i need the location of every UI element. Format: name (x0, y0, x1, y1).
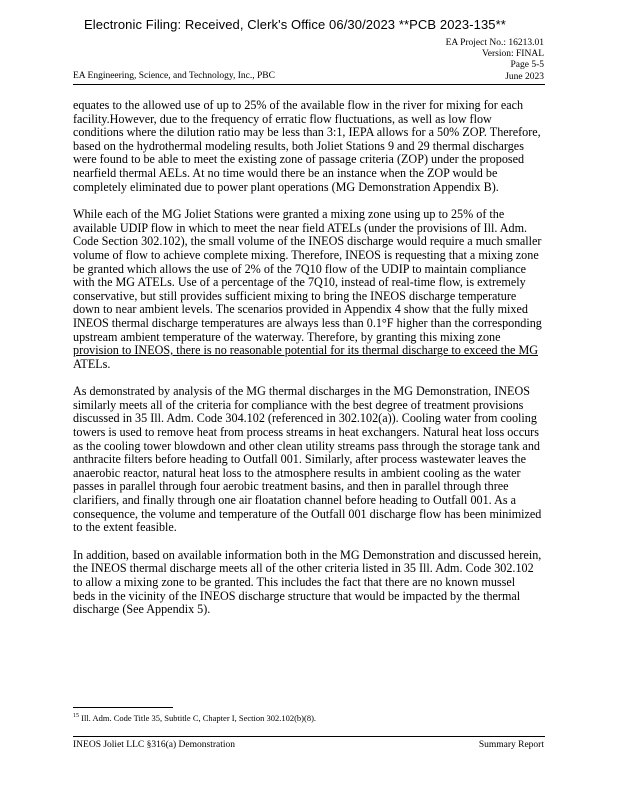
text-line: INEOS thermal discharge temperatures are always less than 0.1°F higher than the corresponding (73, 315, 542, 330)
text-line: conservative, but still provides sufficient mixing to bring the INEOS discharge temperature (73, 288, 517, 303)
text-line: be granted which allows the use of 2% of the 7Q10 flow of the UDIP to maintain compliance (73, 261, 527, 276)
text-line: down to near ambient levels. The scenarios provided in Appendix 4 show that the fully mixed (73, 302, 528, 317)
page-number: Page 5-5 (510, 60, 544, 71)
paragraph-best-treatment (73, 385, 608, 535)
text-line: available UDIP flow in which to meet the near field ATELs (under the provisions of Ill. Adm. (73, 220, 528, 235)
footer-divider (73, 736, 545, 737)
text-line: upstream ambient temperature of the waterway. Therefore, by granting this mixing zone (73, 329, 501, 344)
header-project-info (446, 38, 544, 83)
text-line: discharge (See Appendix 5). (73, 602, 211, 617)
text-line: Code Section 302.102), the small volume of the INEOS discharge would require a much smaller (73, 234, 542, 249)
paragraph-mixing-zone (73, 208, 608, 371)
text-line: clarifiers, and finally through one air floatation channel before heading to Outfall 001. As a (73, 493, 516, 508)
company-name: EA Engineering, Science, and Technology, Inc., PBC (73, 71, 275, 81)
text-line: conditions where the dilution ratio may be less than 3:1, IEPA allows for a 50% ZOP. Therefore, (73, 125, 541, 140)
text-line: volume of flow to achieve complete mixing. Therefore, INEOS is requesting that a mixing zone (73, 247, 539, 262)
text-line: based on the hydrothermal modeling results, both Joliet Stations 9 and 29 thermal discharges (73, 138, 524, 153)
footnote (73, 713, 316, 723)
text-line: consequence, the volume and temperature of the Outfall 001 discharge flow has been minimized (73, 506, 542, 521)
text-line: discussed in 35 Ill. Adm. Code 304.102 (referenced in 302.102(a)). Cooling water from cooling (73, 411, 537, 426)
text-line: towers is used to remove heat from process streams in heat exchangers. Natural heat loss occurs (73, 425, 539, 440)
text-line: with the MG ATELs. Use of a percentage of the 7Q10, instead of real-time flow, is extremely (73, 275, 526, 290)
text-line: were found to be able to meet the existing zone of passage criteria (ZOP) under the proposed (73, 152, 525, 167)
text-line: completely eliminated due to power plant operations (MG Demonstration Appendix B). (73, 179, 499, 194)
project-number: EA Project No.: 16213.01 (445, 38, 544, 48)
footnote-divider (73, 707, 173, 708)
paragraph-zop (73, 99, 608, 194)
text-line: provision to INEOS, there is no reasonable potential for its thermal discharge to exceed the MG (73, 343, 539, 358)
text-line: the INEOS thermal discharge meets all of the other criteria listed in 35 Ill. Adm. Code 302.102 (73, 561, 534, 576)
header-divider (73, 84, 545, 85)
text-line: facility.However, due to the frequency of erratic flow fluctuations, as well as low flow (73, 111, 492, 126)
text-line: nearfield thermal AELs. At no time would there be an instance when the ZOP would be (73, 165, 498, 180)
report-date: June 2023 (505, 71, 544, 82)
text-line: to allow a mixing zone to be granted. This includes the fact that there are no known mussel (73, 575, 516, 589)
text-line: equates to the allowed use of up to 25% of the available flow in the river for mixing for each (73, 98, 524, 112)
filing-stamp: Electronic Filing: Received, Clerk's Office 06/30/2023 **PCB 2023-135** (84, 17, 506, 32)
text-line: ATELs. (73, 356, 111, 371)
text-line: similarly meets all of the criteria for compliance with the best degree of treatment provisions (73, 397, 524, 412)
text-line: to the extent feasible. (73, 520, 177, 535)
text-line: In addition, based on available information both in the MG Demonstration and discussed herein, (73, 547, 542, 562)
text-line: anaerobic reactor, natural heat loss to the atmosphere results in ambient cooling as the water (73, 465, 521, 480)
version-label: Version: FINAL (481, 49, 544, 60)
text-line: anthracite filters before heading to Outfall 001. Similarly, after process wastewater leaves the (73, 452, 526, 467)
text-line: as the cooling tower blowdown and other clean utility streams pass through the storage tank and (73, 438, 540, 453)
document-body (73, 99, 608, 631)
paragraph-other-criteria (73, 549, 608, 617)
footnote-text: Ill. Adm. Code Title 35, Subtitle C, Chapter I, Section 302.102(b)(8). (81, 713, 317, 723)
footer-report-type: Summary Report (478, 740, 544, 750)
footnote-marker: 15 (73, 713, 79, 720)
text-line: beds in the vicinity of the INEOS discharge structure that would be impacted by the thermal (73, 588, 521, 603)
text-line: As demonstrated by analysis of the MG thermal discharges in the MG Demonstration, INEOS (73, 384, 530, 399)
text-line: passes in parallel through four aerobic treatment basins, and then in parallel through three (73, 479, 509, 494)
text-line: While each of the MG Joliet Stations were granted a mixing zone using up to 25% of the (73, 207, 505, 222)
footer-document-title: INEOS Joliet LLC §316(a) Demonstration (73, 740, 236, 750)
